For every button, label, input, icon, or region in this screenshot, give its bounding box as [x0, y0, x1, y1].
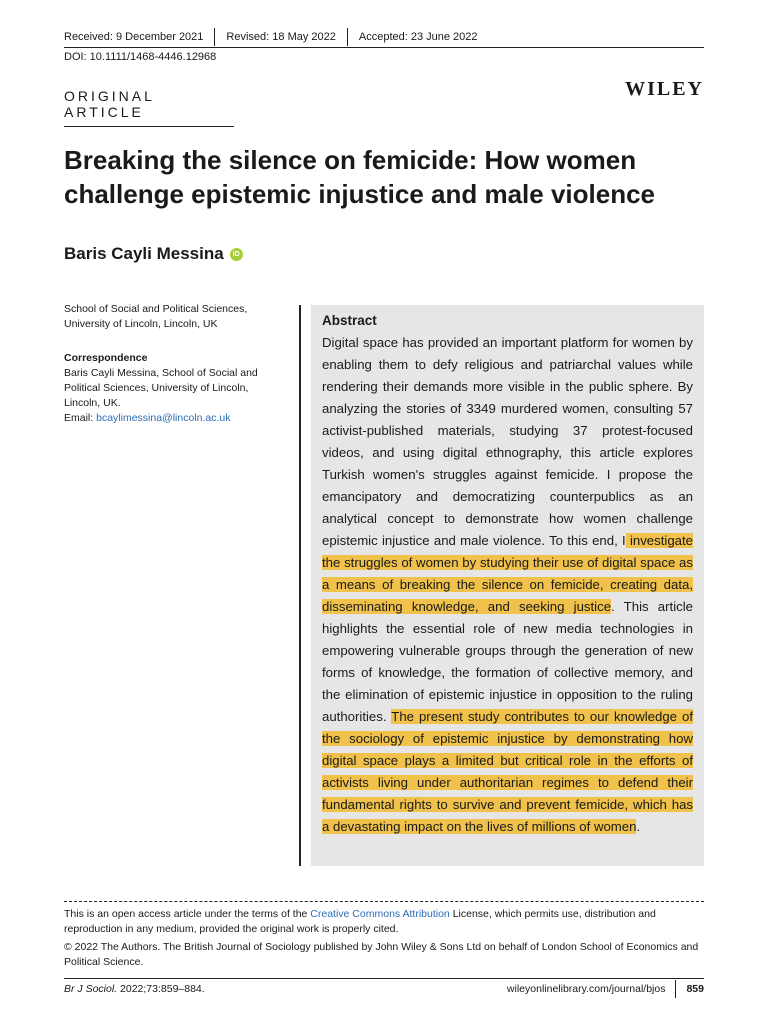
publication-dates — [64, 28, 704, 46]
author-name[interactable]: Baris Cayli Messina — [64, 244, 224, 263]
abstract-content — [322, 312, 693, 838]
journal-abbreviation: Br J Sociol. — [64, 983, 118, 995]
license-text: License, which permits use, distribution and reproduction in any medium, provided the original work is properly cited. — [64, 908, 656, 935]
email-link[interactable]: bcaylimessina@lincoln.ac.uk — [96, 412, 231, 424]
article-type: ORIGINAL ARTICLE — [64, 88, 234, 127]
abstract-heading: Abstract — [322, 313, 377, 328]
accepted-date: Accepted: 23 June 2022 — [358, 31, 478, 43]
abstract-box — [311, 305, 704, 866]
footer-right — [507, 980, 704, 998]
abstract-segment: . This article highlights the essential role of new media technologies in empowering vulnerable groups through the generation of new forms of knowledge, the formation of collective memory, and the elimination of epistemic injustice in opposition to the ruling authorities. — [322, 599, 693, 724]
email-label: Email: — [64, 412, 94, 424]
license-link[interactable]: Creative Commons Attribution — [310, 908, 450, 920]
correspondence-address: Baris Cayli Messina, School of Social and Political Sciences, University of Lincoln, Lincoln, UK. — [64, 367, 258, 409]
citation-details: 2022;73:859–884. — [117, 983, 205, 995]
affiliation-line: University of Lincoln, Lincoln, UK — [64, 318, 218, 330]
license-note — [64, 907, 704, 937]
date-separator — [214, 28, 215, 46]
license-text: This is an open access article under the terms of the — [64, 908, 311, 920]
received-date: Received: 9 December 2021 — [64, 31, 204, 43]
footer-separator — [675, 980, 676, 998]
correspondence — [64, 351, 279, 426]
journal-citation — [64, 982, 205, 996]
highlighted-text: investigate the struggles of women by studying their use of digital space as a means of breaking the silence on femicide, creating data, disseminating knowledge, and seeking justice — [322, 533, 693, 614]
footer-rule — [64, 978, 704, 979]
header-rule — [64, 47, 704, 48]
abstract-side-rule — [299, 305, 301, 866]
abstract-segment: . — [636, 819, 641, 834]
author — [64, 244, 243, 264]
affiliation-line: School of Social and Political Sciences, — [64, 303, 248, 315]
highlighted-text: The present study contributes to our knowledge of the sociology of epistemic injustice by demonstrating how digital space plays a limited but critical role in the efforts of activists living under authoritarian regimes to defend their fundamental rights to survive and prevent femicide, which has a devastating impact on the lives of millions of women — [322, 709, 694, 834]
affiliation — [64, 302, 279, 332]
orcid-icon[interactable]: iD — [230, 248, 243, 261]
correspondence-email-line — [64, 411, 279, 426]
doi[interactable]: DOI: 10.1111/1468-4446.12968 — [64, 51, 217, 63]
abstract-segment: Digital space has provided an important platform for women by enabling them to defy religious and patriarchal values while rendering their demands more visible in the public sphere. By analyzing the stories of 3349 murdered women, consulting 57 activist-published materials, studying 37 protest-focused videos, and using digital ethnography, this article explores Turkish women's struggles against femicide. I propose the emancipatory and democratizing counterpublics as an analytical concept to demonstrate how women challenge epistemic injustice and male violence. To this end, I — [322, 335, 693, 548]
journal-url[interactable]: wileyonlinelibrary.com/journal/bjos — [506, 983, 666, 995]
copyright-note: © 2022 The Authors. The British Journal of Sociology published by John Wiley & Sons Ltd on behalf of London School of Economics and Political Science. — [64, 941, 699, 968]
footnote-divider — [64, 901, 704, 902]
publisher-logo: WILEY — [625, 78, 704, 100]
date-separator — [347, 28, 348, 46]
correspondence-heading: Correspondence — [64, 352, 148, 364]
revised-date: Revised: 18 May 2022 — [226, 31, 336, 43]
abstract-text — [322, 332, 693, 838]
article-title: Breaking the silence on femicide: How women challenge epistemic injustice and male violence — [64, 145, 656, 209]
page-number: 859 — [686, 983, 704, 995]
